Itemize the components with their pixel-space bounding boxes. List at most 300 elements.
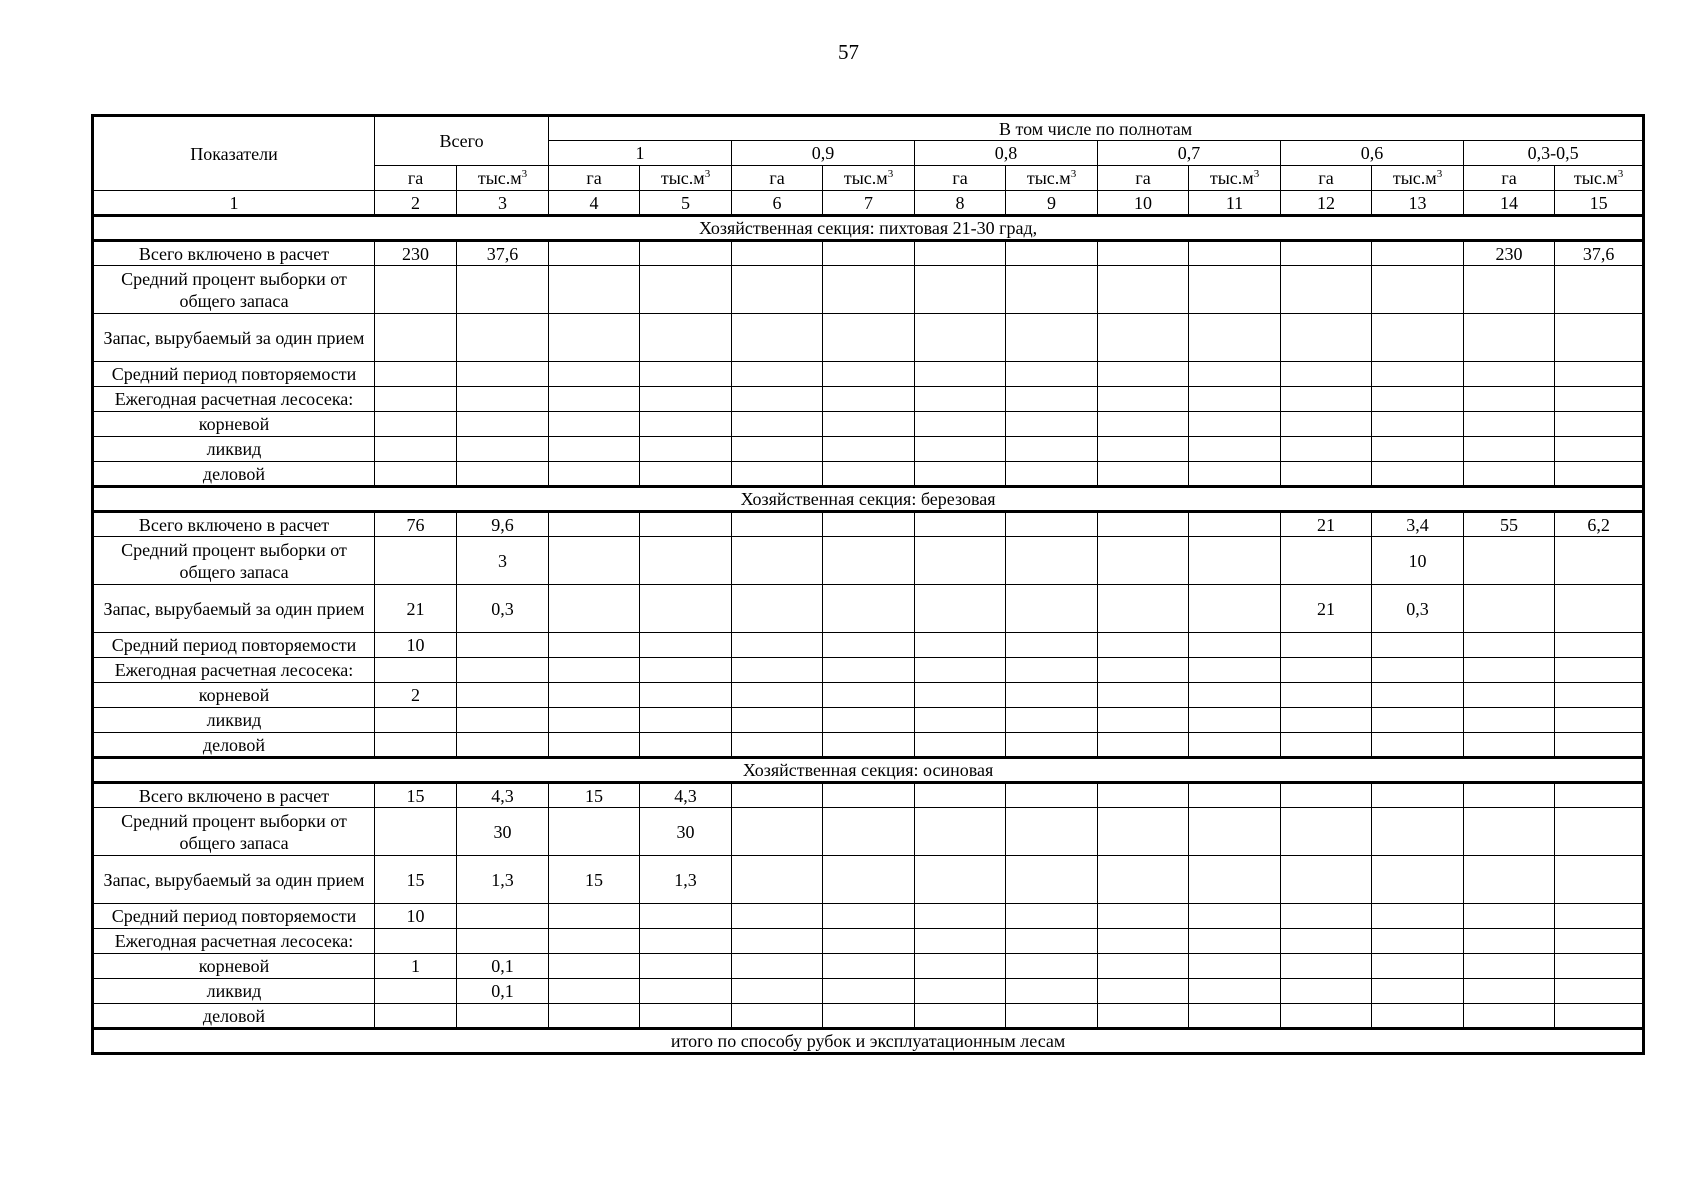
row-label: ликвид bbox=[93, 979, 375, 1004]
table-cell bbox=[915, 633, 1006, 658]
table-cell bbox=[732, 585, 823, 633]
table-cell bbox=[375, 733, 457, 758]
table-cell bbox=[823, 808, 915, 856]
table-cell bbox=[915, 904, 1006, 929]
table-cell bbox=[640, 1004, 732, 1029]
table-cell bbox=[915, 537, 1006, 585]
table-cell: 3 bbox=[457, 537, 549, 585]
row-label: Средний процент выборки от общего запаса bbox=[93, 266, 375, 314]
table-cell: 230 bbox=[375, 241, 457, 266]
table-cell bbox=[1189, 708, 1281, 733]
table-cell bbox=[1189, 954, 1281, 979]
table-row bbox=[93, 929, 1644, 954]
table-cell bbox=[1281, 314, 1372, 362]
table-cell bbox=[1464, 856, 1555, 904]
density-header: 0,7 bbox=[1098, 141, 1281, 166]
table-cell bbox=[375, 266, 457, 314]
table-cell bbox=[1464, 462, 1555, 487]
density-header: 1 bbox=[549, 141, 732, 166]
table-cell bbox=[1006, 512, 1098, 537]
table-cell bbox=[1555, 856, 1644, 904]
table-cell bbox=[732, 783, 823, 808]
column-number: 9 bbox=[1006, 191, 1098, 216]
table-cell bbox=[915, 783, 1006, 808]
table-cell bbox=[1189, 241, 1281, 266]
table-cell bbox=[823, 733, 915, 758]
table-cell bbox=[1006, 733, 1098, 758]
table-cell bbox=[1464, 537, 1555, 585]
table-cell bbox=[1555, 266, 1644, 314]
row-label: корневой bbox=[93, 412, 375, 437]
table-cell: 6,2 bbox=[1555, 512, 1644, 537]
table-cell bbox=[375, 979, 457, 1004]
table-cell: 10 bbox=[375, 633, 457, 658]
header-total: Всего bbox=[375, 116, 549, 166]
unit-ha: га bbox=[1098, 166, 1189, 191]
table-cell bbox=[823, 266, 915, 314]
table-cell bbox=[1098, 658, 1189, 683]
table-cell bbox=[823, 537, 915, 585]
table-cell bbox=[1098, 708, 1189, 733]
table-cell bbox=[823, 437, 915, 462]
table-cell bbox=[823, 708, 915, 733]
table-cell bbox=[457, 633, 549, 658]
row-label: корневой bbox=[93, 683, 375, 708]
table-cell bbox=[1281, 412, 1372, 437]
table-cell bbox=[1281, 783, 1372, 808]
table-cell bbox=[375, 708, 457, 733]
table-cell bbox=[375, 462, 457, 487]
table-cell: 2 bbox=[375, 683, 457, 708]
table-cell bbox=[823, 979, 915, 1004]
density-header: 0,3-0,5 bbox=[1464, 141, 1644, 166]
table-cell bbox=[1098, 783, 1189, 808]
table-cell bbox=[457, 683, 549, 708]
table-cell bbox=[549, 633, 640, 658]
table-cell bbox=[457, 1004, 549, 1029]
table-cell bbox=[915, 266, 1006, 314]
table-cell bbox=[1464, 683, 1555, 708]
column-number: 11 bbox=[1189, 191, 1281, 216]
table-row bbox=[93, 904, 1644, 929]
table-cell bbox=[1372, 929, 1464, 954]
table-cell bbox=[1464, 585, 1555, 633]
table-cell bbox=[549, 929, 640, 954]
unit-volume-exponent: 3 bbox=[887, 168, 894, 180]
unit-volume-exponent: 3 bbox=[704, 168, 711, 180]
table-cell bbox=[732, 537, 823, 585]
table-cell: 15 bbox=[549, 856, 640, 904]
table-cell bbox=[1098, 314, 1189, 362]
table-cell bbox=[1555, 314, 1644, 362]
table-cell bbox=[375, 362, 457, 387]
table-cell bbox=[457, 658, 549, 683]
unit-volume bbox=[1006, 166, 1098, 191]
table-cell: 37,6 bbox=[1555, 241, 1644, 266]
table-cell bbox=[823, 585, 915, 633]
table-row bbox=[93, 683, 1644, 708]
row-label: Средний период повторяемости bbox=[93, 633, 375, 658]
row-label: Средний процент выборки от общего запаса bbox=[93, 537, 375, 585]
table-cell bbox=[1189, 512, 1281, 537]
table-cell bbox=[1189, 266, 1281, 314]
table-cell bbox=[1464, 362, 1555, 387]
table-cell: 30 bbox=[457, 808, 549, 856]
table-cell bbox=[823, 241, 915, 266]
table-cell bbox=[1006, 585, 1098, 633]
table-cell bbox=[1281, 241, 1372, 266]
row-label: Запас, вырубаемый за один прием bbox=[93, 314, 375, 362]
unit-volume bbox=[1555, 166, 1644, 191]
column-number: 12 bbox=[1281, 191, 1372, 216]
table-cell bbox=[823, 362, 915, 387]
row-label: Всего включено в расчет bbox=[93, 783, 375, 808]
table-cell: 30 bbox=[640, 808, 732, 856]
table-cell bbox=[1555, 954, 1644, 979]
table-cell bbox=[1555, 904, 1644, 929]
table-cell: 21 bbox=[375, 585, 457, 633]
table-cell bbox=[1098, 683, 1189, 708]
table-cell bbox=[375, 387, 457, 412]
table-cell bbox=[1189, 412, 1281, 437]
table-cell bbox=[640, 512, 732, 537]
table-cell bbox=[732, 462, 823, 487]
table-cell: 15 bbox=[549, 783, 640, 808]
row-label: Средний процент выборки от общего запаса bbox=[93, 808, 375, 856]
table-cell: 55 bbox=[1464, 512, 1555, 537]
table-row bbox=[93, 708, 1644, 733]
table-cell bbox=[1189, 462, 1281, 487]
table-cell bbox=[1098, 387, 1189, 412]
table-cell bbox=[549, 708, 640, 733]
table-cell bbox=[457, 929, 549, 954]
table-cell bbox=[915, 733, 1006, 758]
table-cell bbox=[1098, 979, 1189, 1004]
table-cell bbox=[1006, 708, 1098, 733]
unit-volume-text: тыс.м bbox=[843, 168, 888, 188]
table-cell bbox=[1464, 733, 1555, 758]
table-row bbox=[93, 808, 1644, 856]
table-cell bbox=[457, 314, 549, 362]
table-cell bbox=[732, 708, 823, 733]
table-cell bbox=[1006, 412, 1098, 437]
table-cell bbox=[1098, 241, 1189, 266]
table-cell bbox=[1555, 658, 1644, 683]
row-label: Ежегодная расчетная лесосека: bbox=[93, 929, 375, 954]
table-cell bbox=[915, 362, 1006, 387]
table-cell bbox=[375, 412, 457, 437]
table-cell bbox=[640, 954, 732, 979]
table-cell bbox=[1281, 954, 1372, 979]
table-cell bbox=[1098, 462, 1189, 487]
table-cell bbox=[915, 1004, 1006, 1029]
table-cell bbox=[915, 314, 1006, 362]
table-cell bbox=[1189, 633, 1281, 658]
table-cell: 1,3 bbox=[457, 856, 549, 904]
table-cell: 1,3 bbox=[640, 856, 732, 904]
table-cell: 21 bbox=[1281, 585, 1372, 633]
column-number: 1 bbox=[93, 191, 375, 216]
unit-volume-text: тыс.м bbox=[1392, 168, 1437, 188]
table-cell bbox=[1555, 362, 1644, 387]
table-cell bbox=[640, 437, 732, 462]
table-cell bbox=[640, 462, 732, 487]
density-header: 0,6 bbox=[1281, 141, 1464, 166]
table-cell bbox=[732, 733, 823, 758]
table-cell bbox=[732, 658, 823, 683]
table-cell bbox=[549, 412, 640, 437]
table-cell bbox=[1098, 585, 1189, 633]
table-cell bbox=[915, 462, 1006, 487]
table-cell bbox=[457, 266, 549, 314]
header-by-density: В том числе по полнотам bbox=[549, 116, 1644, 141]
table-cell bbox=[1281, 856, 1372, 904]
table-cell bbox=[1281, 658, 1372, 683]
table-cell bbox=[1372, 462, 1464, 487]
table-cell bbox=[1006, 808, 1098, 856]
table-cell bbox=[1189, 979, 1281, 1004]
table-cell bbox=[732, 954, 823, 979]
table-cell bbox=[1372, 683, 1464, 708]
table-cell bbox=[1098, 537, 1189, 585]
table-cell bbox=[732, 437, 823, 462]
header-indicators: Показатели bbox=[93, 116, 375, 191]
table-cell bbox=[457, 462, 549, 487]
table-cell bbox=[375, 1004, 457, 1029]
table-row bbox=[93, 266, 1644, 314]
table-cell bbox=[1189, 808, 1281, 856]
table-cell bbox=[915, 387, 1006, 412]
table-cell bbox=[915, 683, 1006, 708]
table-row bbox=[93, 954, 1644, 979]
table-cell bbox=[1281, 462, 1372, 487]
table-cell bbox=[1098, 512, 1189, 537]
table-cell bbox=[1098, 633, 1189, 658]
unit-volume-text: тыс.м bbox=[1026, 168, 1071, 188]
table-cell bbox=[640, 241, 732, 266]
column-number: 3 bbox=[457, 191, 549, 216]
table-cell bbox=[640, 658, 732, 683]
table-cell bbox=[732, 904, 823, 929]
table-cell bbox=[457, 387, 549, 412]
table-cell bbox=[549, 437, 640, 462]
table-cell bbox=[549, 462, 640, 487]
table-cell bbox=[732, 241, 823, 266]
table-cell: 0,3 bbox=[457, 585, 549, 633]
unit-volume-text: тыс.м bbox=[477, 168, 522, 188]
table-cell bbox=[1281, 633, 1372, 658]
table-cell bbox=[1281, 537, 1372, 585]
table-cell bbox=[1189, 783, 1281, 808]
table-cell bbox=[823, 512, 915, 537]
table-cell bbox=[549, 658, 640, 683]
table-cell bbox=[640, 266, 732, 314]
table-cell bbox=[1464, 387, 1555, 412]
table-cell: 1 bbox=[375, 954, 457, 979]
table-cell bbox=[823, 387, 915, 412]
table-cell: 10 bbox=[375, 904, 457, 929]
table-cell bbox=[915, 929, 1006, 954]
table-cell bbox=[1464, 1004, 1555, 1029]
table-cell bbox=[732, 856, 823, 904]
table-cell bbox=[1189, 585, 1281, 633]
table-cell bbox=[1281, 437, 1372, 462]
table-cell: 230 bbox=[1464, 241, 1555, 266]
row-label: Всего включено в расчет bbox=[93, 512, 375, 537]
table-cell bbox=[1006, 929, 1098, 954]
table-row bbox=[93, 512, 1644, 537]
table-cell bbox=[732, 633, 823, 658]
section-row bbox=[93, 758, 1644, 783]
table-cell bbox=[1189, 904, 1281, 929]
table-cell bbox=[732, 808, 823, 856]
table-cell bbox=[1372, 733, 1464, 758]
table-cell bbox=[1372, 856, 1464, 904]
table-cell bbox=[823, 462, 915, 487]
table-cell bbox=[640, 412, 732, 437]
table-cell bbox=[823, 904, 915, 929]
table-cell bbox=[640, 904, 732, 929]
table-cell bbox=[549, 1004, 640, 1029]
column-number: 5 bbox=[640, 191, 732, 216]
section-title: Хозяйственная секция: березовая bbox=[93, 487, 1644, 512]
table-cell bbox=[1281, 733, 1372, 758]
table-cell bbox=[823, 1004, 915, 1029]
table-cell bbox=[375, 808, 457, 856]
table-cell bbox=[732, 929, 823, 954]
table-cell bbox=[1555, 537, 1644, 585]
table-cell bbox=[549, 537, 640, 585]
table-cell bbox=[1006, 683, 1098, 708]
section-title: Хозяйственная секция: пихтовая 21-30 град, bbox=[93, 216, 1644, 241]
unit-ha: га bbox=[1281, 166, 1372, 191]
table-cell bbox=[549, 241, 640, 266]
column-number-row bbox=[93, 191, 1644, 216]
table-cell bbox=[1555, 412, 1644, 437]
table-cell bbox=[1555, 683, 1644, 708]
table-cell bbox=[1281, 904, 1372, 929]
table-cell bbox=[1098, 954, 1189, 979]
table-cell bbox=[1464, 708, 1555, 733]
row-label: деловой bbox=[93, 1004, 375, 1029]
table-cell bbox=[1006, 954, 1098, 979]
unit-volume bbox=[1189, 166, 1281, 191]
table-cell bbox=[1372, 362, 1464, 387]
table-cell bbox=[1006, 1004, 1098, 1029]
column-number: 8 bbox=[915, 191, 1006, 216]
table-row bbox=[93, 658, 1644, 683]
table-cell bbox=[1555, 1004, 1644, 1029]
table-cell bbox=[1098, 437, 1189, 462]
row-label: корневой bbox=[93, 954, 375, 979]
unit-ha: га bbox=[915, 166, 1006, 191]
section-row bbox=[93, 487, 1644, 512]
table-cell: 3,4 bbox=[1372, 512, 1464, 537]
table-cell bbox=[1464, 783, 1555, 808]
table-cell bbox=[375, 658, 457, 683]
table-cell bbox=[1281, 387, 1372, 412]
table-row bbox=[93, 733, 1644, 758]
table-cell bbox=[1372, 314, 1464, 362]
table-cell bbox=[549, 314, 640, 362]
table-cell bbox=[1464, 979, 1555, 1004]
table-cell: 4,3 bbox=[640, 783, 732, 808]
table-cell bbox=[1006, 266, 1098, 314]
table-cell bbox=[1281, 708, 1372, 733]
table-cell bbox=[1098, 856, 1189, 904]
table-cell bbox=[1372, 904, 1464, 929]
unit-volume bbox=[1372, 166, 1464, 191]
column-number: 14 bbox=[1464, 191, 1555, 216]
table-cell bbox=[1464, 412, 1555, 437]
table-cell bbox=[457, 733, 549, 758]
table-cell bbox=[1006, 658, 1098, 683]
column-number: 13 bbox=[1372, 191, 1464, 216]
table-cell: 0,3 bbox=[1372, 585, 1464, 633]
unit-ha: га bbox=[1464, 166, 1555, 191]
table-cell bbox=[1555, 979, 1644, 1004]
unit-volume-exponent: 3 bbox=[521, 168, 528, 180]
table-cell bbox=[1281, 808, 1372, 856]
table-cell bbox=[549, 979, 640, 1004]
table-cell: 15 bbox=[375, 783, 457, 808]
row-label: ликвид bbox=[93, 437, 375, 462]
table-cell bbox=[1555, 808, 1644, 856]
density-header: 0,9 bbox=[732, 141, 915, 166]
footer-total-label: итого по способу рубок и эксплуатационным лесам bbox=[93, 1029, 1644, 1054]
table-cell bbox=[915, 512, 1006, 537]
table-cell bbox=[1098, 808, 1189, 856]
table-cell bbox=[640, 979, 732, 1004]
table-cell bbox=[823, 929, 915, 954]
table-cell bbox=[915, 585, 1006, 633]
table-cell bbox=[640, 387, 732, 412]
table-cell bbox=[823, 314, 915, 362]
table-cell bbox=[640, 929, 732, 954]
column-number: 10 bbox=[1098, 191, 1189, 216]
table-cell bbox=[1372, 387, 1464, 412]
table-cell bbox=[1555, 733, 1644, 758]
table-cell bbox=[375, 537, 457, 585]
table-cell bbox=[640, 362, 732, 387]
table-cell bbox=[457, 437, 549, 462]
table-cell bbox=[457, 904, 549, 929]
table-cell: 0,1 bbox=[457, 954, 549, 979]
table-cell bbox=[1189, 537, 1281, 585]
unit-volume-exponent: 3 bbox=[1070, 168, 1077, 180]
unit-volume-exponent: 3 bbox=[1617, 168, 1624, 180]
table-cell bbox=[1006, 387, 1098, 412]
table-cell bbox=[549, 808, 640, 856]
table-cell bbox=[1464, 314, 1555, 362]
table-row bbox=[93, 241, 1644, 266]
row-label: Ежегодная расчетная лесосека: bbox=[93, 658, 375, 683]
table-cell bbox=[1464, 633, 1555, 658]
footer-row bbox=[93, 1029, 1644, 1054]
table-cell bbox=[1006, 633, 1098, 658]
unit-ha: га bbox=[375, 166, 457, 191]
table-cell bbox=[1464, 658, 1555, 683]
unit-volume-exponent: 3 bbox=[1253, 168, 1260, 180]
table-cell bbox=[1006, 362, 1098, 387]
table-cell bbox=[1098, 1004, 1189, 1029]
table-cell bbox=[732, 266, 823, 314]
table-cell bbox=[1098, 412, 1189, 437]
density-header: 0,8 bbox=[915, 141, 1098, 166]
unit-volume bbox=[640, 166, 732, 191]
table-cell: 4,3 bbox=[457, 783, 549, 808]
table-cell bbox=[732, 387, 823, 412]
